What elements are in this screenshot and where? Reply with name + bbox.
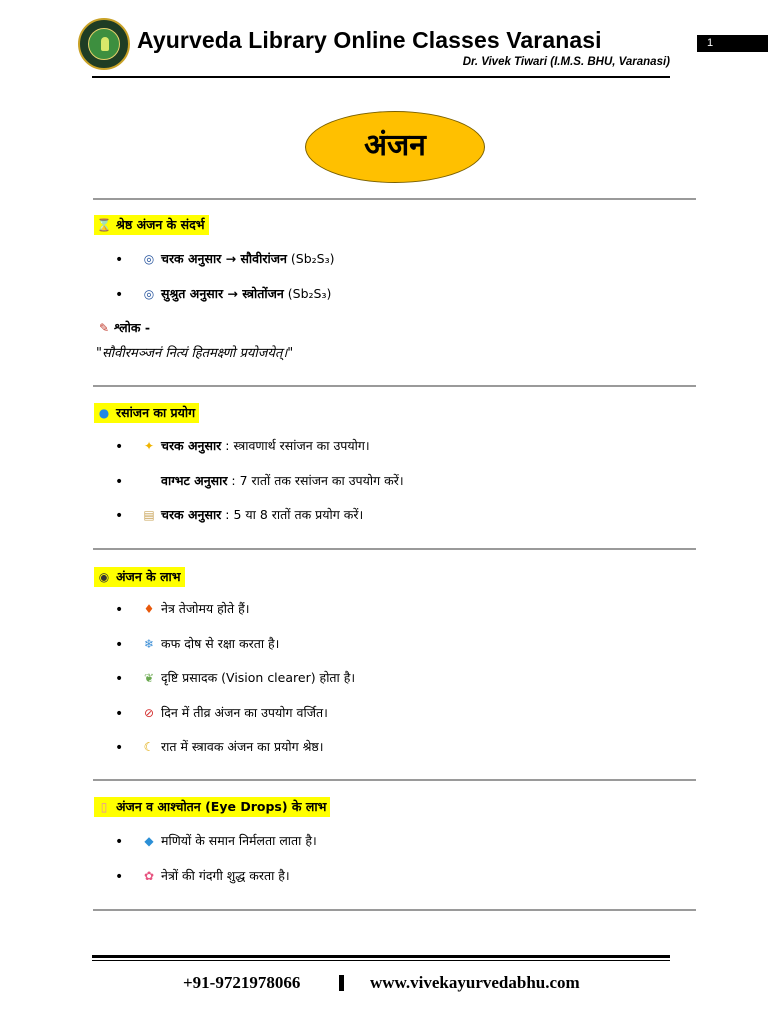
bullet: • xyxy=(115,637,124,653)
page-title: अंजन xyxy=(305,111,485,183)
footer-divider-thin xyxy=(92,960,670,961)
footer xyxy=(0,973,768,997)
eye-icon: ◉ xyxy=(98,570,110,584)
scroll-icon: ▤ xyxy=(143,508,155,522)
yoga-figure-icon xyxy=(101,37,109,51)
list-item: ❄ कफ दोष से रक्षा करता है। xyxy=(141,635,279,653)
snowflake-icon: ❄ xyxy=(143,637,155,651)
herb-icon: ❦ xyxy=(143,671,155,685)
list-item: ☾ रात में स्त्रावक अंजन का प्रयोग श्रेष्ठ। xyxy=(141,738,324,756)
section-divider xyxy=(93,909,696,911)
fire-icon: ♦ xyxy=(143,602,155,616)
prohibited-icon: ⊘ xyxy=(143,706,155,720)
target-icon: ◎ xyxy=(143,252,155,266)
bullet: • xyxy=(115,602,124,618)
list-item: ✿ नेत्रों की गंदगी शुद्ध करता है। xyxy=(141,867,290,885)
section-divider xyxy=(93,779,696,781)
bullet: • xyxy=(115,287,124,303)
list-item: वाग्भट अनुसार : 7 रातों तक रसांजन का उपयोग करें। xyxy=(161,473,404,488)
blossom-icon: ✿ xyxy=(143,869,155,883)
gem-icon: ◆ xyxy=(144,834,154,848)
footer-separator xyxy=(339,975,344,991)
bottle-icon: ▯ xyxy=(100,800,108,814)
section-divider xyxy=(93,198,696,200)
header-author: Dr. Vivek Tiwari (I.M.S. BHU, Varanasi) xyxy=(462,56,670,68)
header-title: Ayurveda Library Online Classes Varanasi xyxy=(137,27,602,53)
header-divider xyxy=(92,76,670,78)
logo-emblem xyxy=(88,28,120,60)
list-item: ✦ चरक अनुसार : स्त्रावणार्थ रसांजन का उपयोग। xyxy=(141,437,370,455)
section-divider xyxy=(93,385,696,387)
bullet: • xyxy=(115,834,124,850)
target-icon: ◎ xyxy=(143,287,155,301)
shloka-text: "सौवीरमञ्जनं नित्यं हितमक्ष्णो प्रयोजयेत्।" xyxy=(96,346,294,361)
list-item: ⊘ दिन में तीव्र अंजन का उपयोग वर्जित। xyxy=(141,704,328,722)
list-item: ▤ चरक अनुसार : 5 या 8 रातों तक प्रयोग करें। xyxy=(141,506,363,524)
library-logo xyxy=(78,18,130,70)
bullet: • xyxy=(115,508,124,524)
bullet: • xyxy=(115,439,124,455)
bullet: • xyxy=(115,869,124,885)
list-item: ◎ चरक अनुसार → सौवीरांजन (Sb₂S₃) xyxy=(141,250,334,268)
bullet: • xyxy=(115,740,124,756)
hourglass-icon: ⌛ xyxy=(96,218,112,232)
section-heading-references: ⌛ श्रेष्ठ अंजन के संदर्भ xyxy=(94,215,209,235)
shloka-label: ✎ श्लोक - xyxy=(96,319,150,336)
bullet: • xyxy=(115,252,124,268)
droplet-icon: ● xyxy=(98,406,110,420)
section-heading-benefits: ◉ अंजन के लाभ xyxy=(94,567,185,587)
list-item: ◎ सुश्रुत अनुसार → स्त्रोतोंजन (Sb₂S₃) xyxy=(141,285,331,303)
footer-website[interactable]: www.vivekayurvedabhu.com xyxy=(370,973,580,992)
list-item: ◆ मणियों के समान निर्मलता लाता है। xyxy=(141,832,317,850)
page-number: 1 xyxy=(697,35,768,52)
bullet: • xyxy=(115,671,124,687)
sparkles-icon: ✦ xyxy=(143,439,155,453)
memo-icon: ✎ xyxy=(98,321,110,335)
section-heading-eye-drops: ▯ अंजन व आश्चोतन (Eye Drops) के लाभ xyxy=(94,797,330,817)
section-divider xyxy=(93,548,696,550)
section-heading-rasanjan: ● रसांजन का प्रयोग xyxy=(94,403,199,423)
footer-phone: +91-9721978066 xyxy=(183,973,301,992)
bullet: • xyxy=(115,706,124,722)
footer-divider xyxy=(92,955,670,958)
list-item: ❦ दृष्टि प्रसादक (Vision clearer) होता है। xyxy=(141,669,355,687)
crescent-moon-icon: ☾ xyxy=(143,740,155,754)
bullet: • xyxy=(115,474,124,490)
list-item: ♦ नेत्र तेजोमय होते हैं। xyxy=(141,600,250,618)
